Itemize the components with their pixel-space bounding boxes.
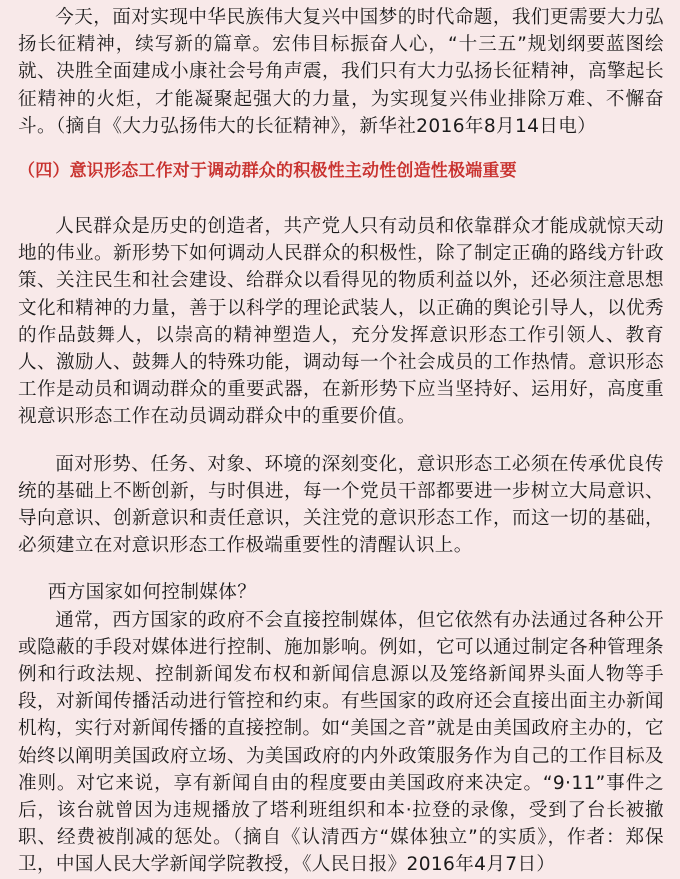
paragraph-people-creators: 人民群众是历史的创造者，共产党人只有动员和依靠群众才能成就惊天动地的伟业。新形势下如何调动人民群众的积极性，除了制定正确的路线方针政策、关注民生和社会建设、给群众以看得见的物质利益以外，还必须注意思想文化和精神的力量，善于以科学的理论武装人，以正确的舆论引导人，以优秀的作品鼓舞人，以崇高的精神塑造人，充分发挥意识形态工作引领人、教育人、激励人、鼓舞人的特殊功能，调动每一个社会成员的工作热情。意识形态工作是动员和调动群众的重要武器，在新形势下应当坚持好、运用好，高度重视意识形态工作在动员调动群众中的重要价值。: [18, 216, 664, 428]
spacer: [18, 431, 664, 451]
section-heading-4: （四）意识形态工作对于调动群众的积极性主动性创造性极端重要: [18, 161, 517, 182]
paragraph-long-march-spirit: 今天，面对实现中华民族伟大复兴中国梦的时代命题，我们更需要大力弘扬长征精神，续写新的篇章。宏伟目标振奋人心，“十三五”规划纲要蓝图绘就、决胜全面建成小康社会号角声震，我们只有大力弘扬长征精神，高擎起长征精神的火炬，才能凝聚起强大的力量，为实现复兴伟业排除万难、不懈奋斗。（摘自《大力弘扬伟大的长征精神》，新华社2016年8月14日电）: [18, 7, 664, 137]
spacer: [18, 140, 664, 158]
question-western-media: 西方国家如何控制媒体？: [47, 582, 257, 604]
paragraph-innovation: 面对形势、任务、对象、环境的深刻变化，意识形态工必须在传承优良传统的基础上不断创新，与时俱进，每一个党员干部都要进一步树立大局意识、导向意识、创新意识和责任意识，关注党的意识形态工作，而这一切的基础，必须建立在对意识形态工作极端重要性的清醒认识上。: [18, 453, 664, 557]
spacer: [18, 559, 664, 579]
paragraph-western-media-control: 通常，西方国家的政府不会直接控制媒体，但它依然有办法通过各种公开或隐蔽的手段对媒体进行控制、施加影响。例如，它可以通过制定各种管理条例和行政法规、控制新闻发布权和新闻信息源以及笼络新闻界头面人物等手段，对新闻传播活动进行管控和约束。有些国家的政府还会直接出面主办新闻机构，实行对新闻传播的直接控制。如“美国之音”就是由美国政府主办的，它始终以阐明美国政府立场、为美国政府的内外政策服务作为自己的工作目标及准则。对它来说，享有新闻自由的程度要由美国政府来决定。“9·11”事件之后，该台就曾因为违规播放了塔利班组织和本·拉登的录像，受到了台长被撤职、经费被削减的惩处。（摘自《认清西方“媒体独立”的实质》，作者：郑保卫，中国人民大学新闻学院教授，《人民日报》2016年4月7日）: [18, 609, 664, 876]
spacer: [18, 185, 664, 213]
